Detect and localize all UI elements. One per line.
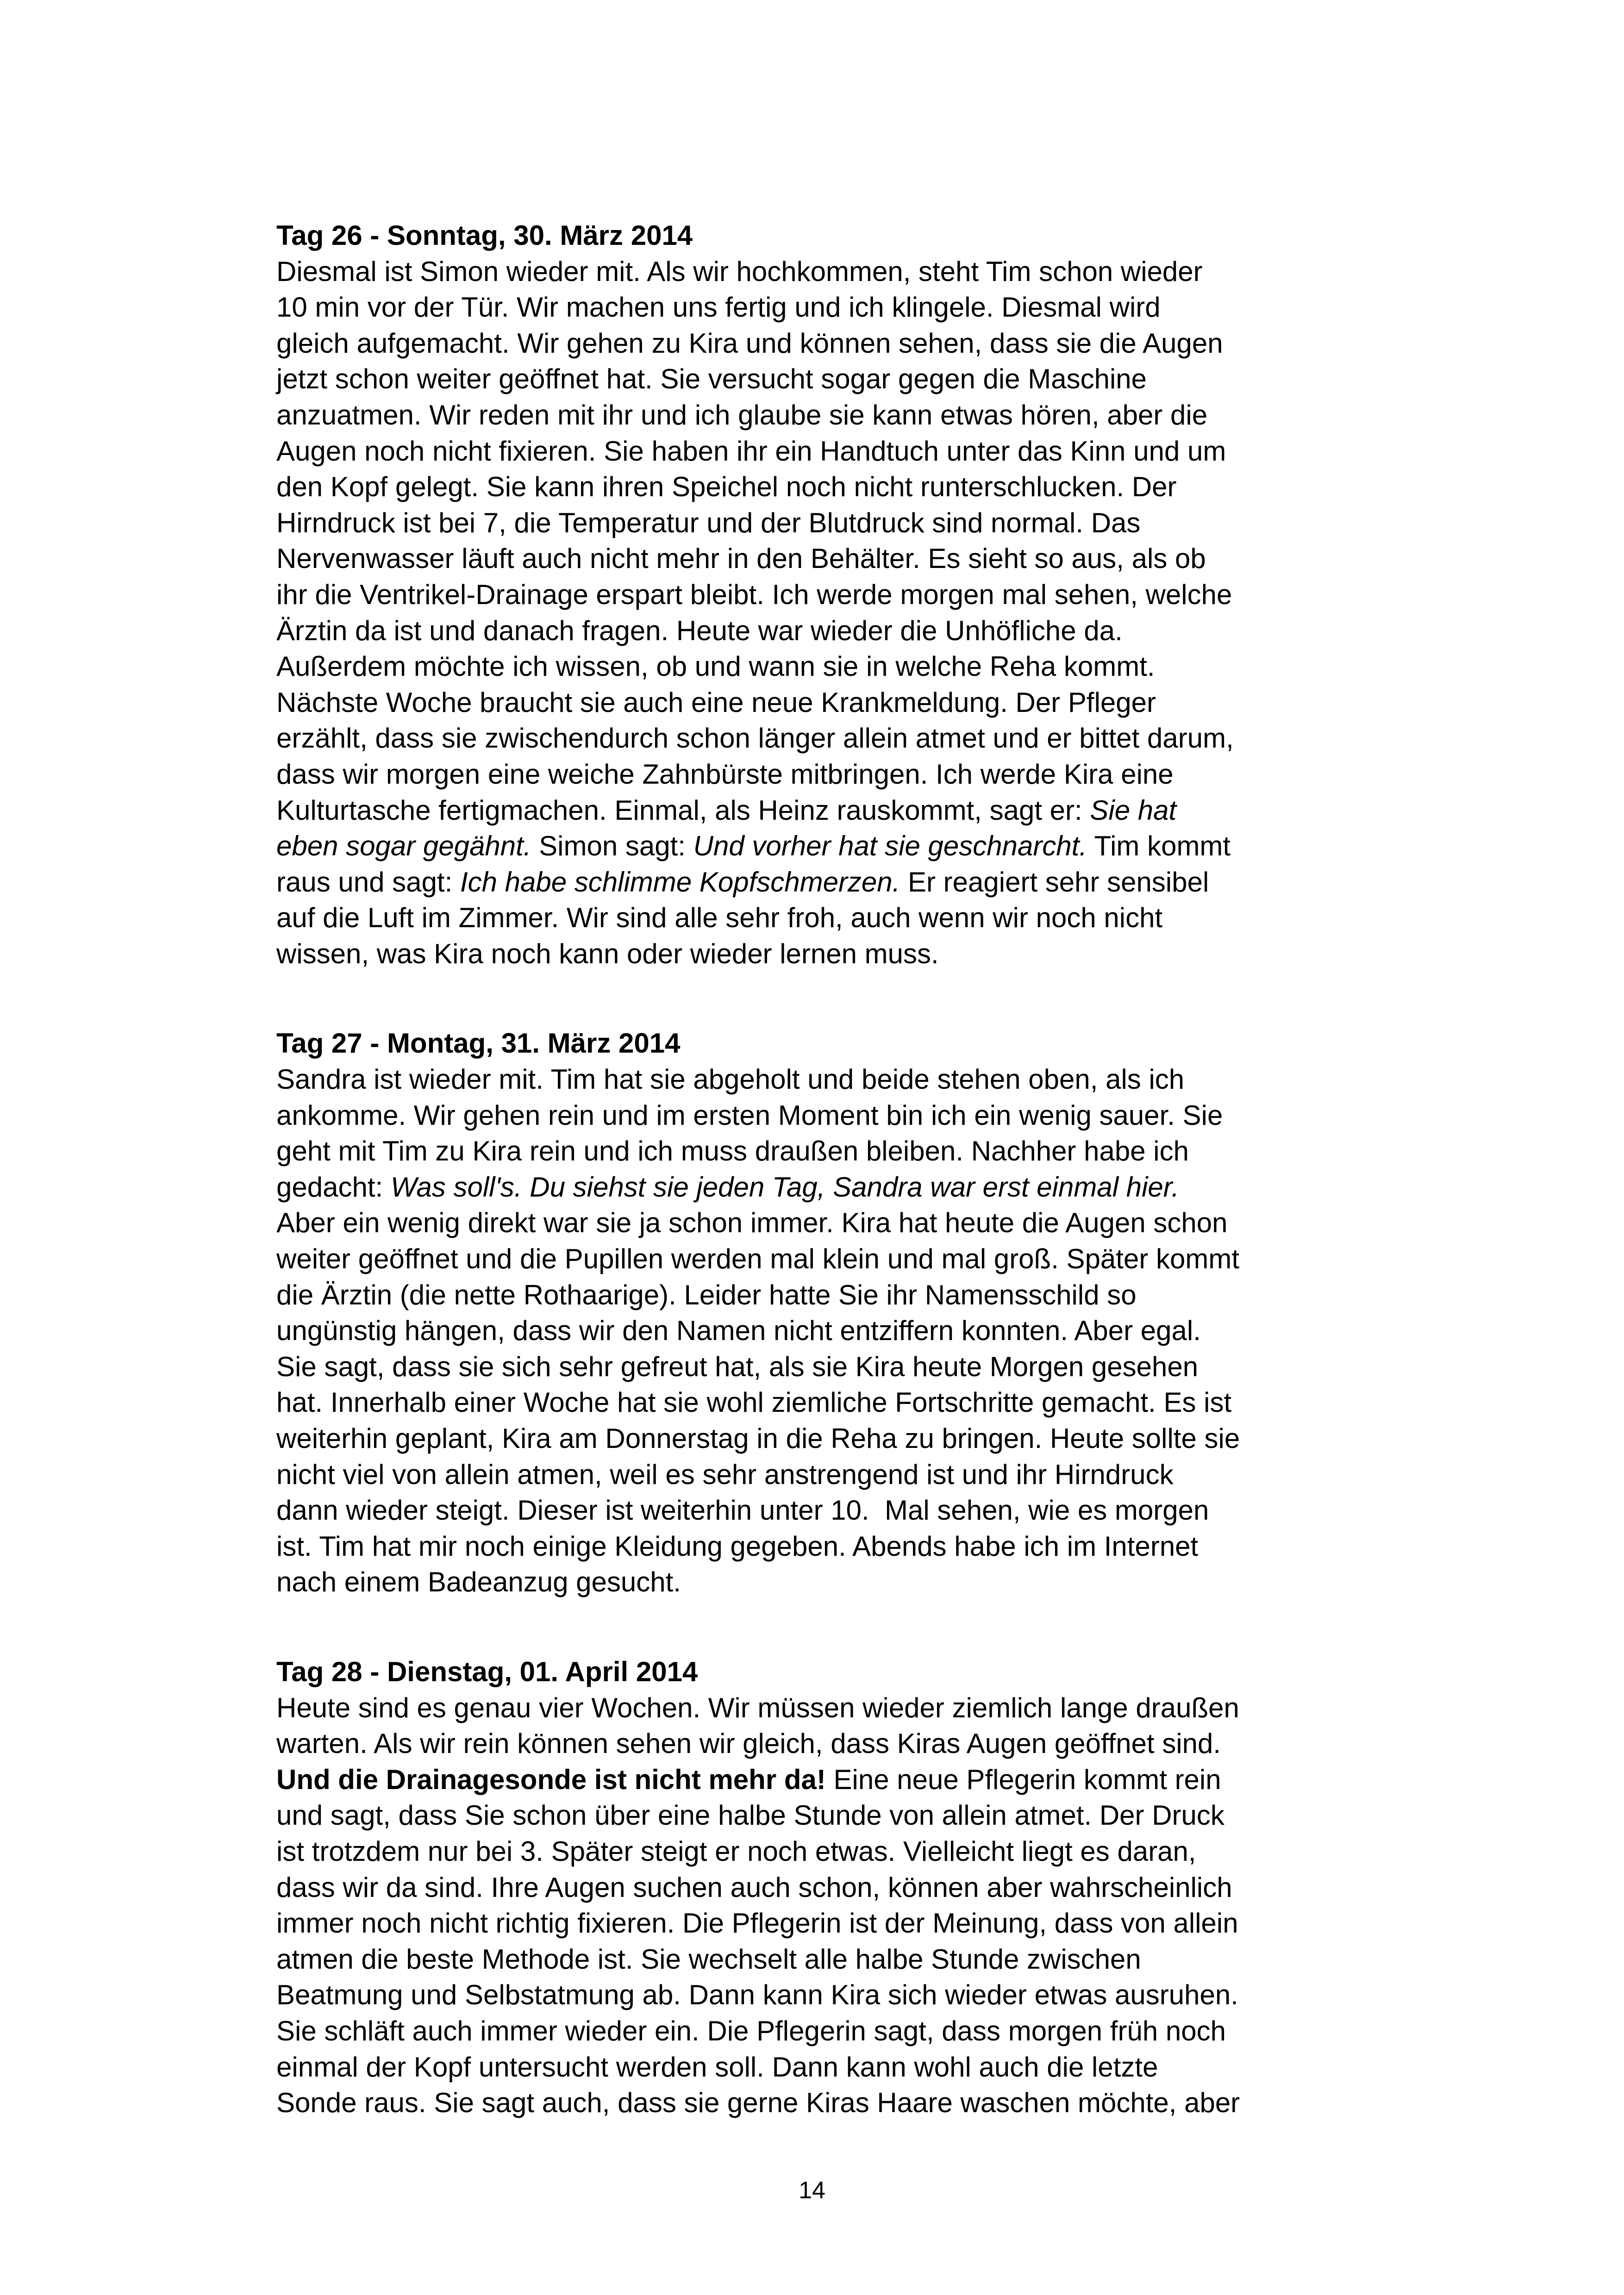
text-line	[276, 613, 1378, 649]
text-run: Heute sind es genau vier Wochen. Wir müssen wieder ziemlich lange draußen	[276, 1692, 1239, 1723]
text-line	[276, 828, 1378, 864]
entry-heading: Tag 26 - Sonntag, 30. März 2014	[276, 220, 693, 251]
text-run: ist. Tim hat mir noch einige Kleidung gegeben. Abends habe ich im Internet	[276, 1530, 1199, 1562]
text-line	[276, 2085, 1378, 2121]
text-line	[276, 1690, 1378, 1726]
text-run: nach einem Badeanzug gesucht.	[276, 1566, 681, 1598]
text-line	[276, 1133, 1378, 1169]
text-line	[276, 756, 1378, 792]
text-run: immer noch nicht richtig fixieren. Die Pflegerin ist der Meinung, dass von allein	[276, 1908, 1238, 1939]
text-run: den Kopf gelegt. Sie kann ihren Speichel noch nicht runterschlucken. Der	[276, 471, 1177, 503]
entry-heading: Tag 28 - Dienstag, 01. April 2014	[276, 1656, 698, 1687]
text-line	[276, 325, 1378, 362]
text-line	[276, 792, 1378, 829]
text-run: Simon sagt:	[531, 830, 693, 862]
text-run: auf die Luft im Zimmer. Wir sind alle sehr froh, auch wenn wir noch nicht	[276, 902, 1163, 934]
text-run: weiterhin geplant, Kira am Donnerstag in die Reha zu bringen. Heute sollte sie	[276, 1423, 1240, 1454]
text-line	[276, 1797, 1378, 1834]
text-run: geht mit Tim zu Kira rein und ich muss draußen bleiben. Nachher habe ich	[276, 1135, 1189, 1167]
document-body	[276, 218, 1378, 2121]
text-run: Hirndruck ist bei 7, die Temperatur und der Blutdruck sind normal. Das	[276, 507, 1141, 538]
text-run: Sandra ist wieder mit. Tim hat sie abgeholt und beide stehen oben, als ich	[276, 1064, 1185, 1095]
text-run: Nächste Woche braucht sie auch eine neue Krankmeldung. Der Pfleger	[276, 686, 1156, 718]
text-line	[276, 1726, 1378, 1762]
text-line	[276, 289, 1378, 325]
text-run: Ärztin da ist und danach fragen. Heute war wieder die Unhöfliche da.	[276, 615, 1123, 646]
text-run: dass wir morgen eine weiche Zahnbürste mitbringen. Ich werde Kira eine	[276, 758, 1174, 790]
text-run: gedacht:	[276, 1171, 391, 1203]
text-line	[276, 1941, 1378, 1977]
diary-entry	[276, 1654, 1378, 2121]
text-run: nicht viel von allein atmen, weil es sehr anstrengend ist und ihr Hirndruck	[276, 1459, 1174, 1490]
text-line	[276, 649, 1378, 685]
text-line	[276, 936, 1378, 972]
text-line	[276, 2013, 1378, 2049]
text-line	[276, 1457, 1378, 1493]
text-run: wissen, was Kira noch kann oder wieder lernen muss.	[276, 938, 939, 969]
text-run: warten. Als wir rein können sehen wir gleich, dass Kiras Augen geöffnet sind.	[276, 1728, 1221, 1759]
text-line	[276, 505, 1378, 541]
text-line	[276, 1098, 1378, 1134]
text-line	[276, 1384, 1378, 1421]
text-run: Beatmung und Selbstatmung ab. Dann kann Kira sich wieder etwas ausruhen.	[276, 1979, 1238, 2011]
italic-quote: eben sogar gegähnt.	[276, 830, 531, 862]
text-line	[276, 1313, 1378, 1349]
text-run: Diesmal ist Simon wieder mit. Als wir hochkommen, steht Tim schon wieder	[276, 256, 1203, 287]
text-run: erzählt, dass sie zwischendurch schon länger allein atmet und er bittet darum,	[276, 723, 1234, 754]
text-line	[276, 1241, 1378, 1277]
text-line	[276, 1564, 1378, 1600]
text-run: ungünstig hängen, dass wir den Namen nicht entziffern konnten. Aber egal.	[276, 1315, 1201, 1347]
text-line	[276, 1905, 1378, 1941]
text-line	[276, 1061, 1378, 1098]
text-run: jetzt schon weiter geöffnet hat. Sie versucht sogar gegen die Maschine	[276, 363, 1147, 395]
text-line	[276, 541, 1378, 577]
text-line	[276, 1870, 1378, 1906]
text-line	[276, 1421, 1378, 1457]
text-line	[276, 1349, 1378, 1385]
text-run: Außerdem möchte ich wissen, ob und wann sie in welche Reha kommt.	[276, 651, 1155, 682]
text-run: Sie sagt, dass sie sich sehr gefreut hat, als sie Kira heute Morgen gesehen	[276, 1351, 1199, 1382]
text-run: Sonde raus. Sie sagt auch, dass sie gerne Kiras Haare waschen möchte, aber	[276, 2087, 1240, 2119]
text-line	[276, 1528, 1378, 1565]
text-run: ankomme. Wir gehen rein und im ersten Moment bin ich ein wenig sauer. Sie	[276, 1099, 1223, 1131]
text-line	[276, 2049, 1378, 2085]
bold-text: Und die Drainagesonde ist nicht mehr da!	[276, 1764, 826, 1795]
text-run: Kulturtasche fertigmachen. Einmal, als Heinz rauskommt, sagt er:	[276, 794, 1090, 826]
text-line	[276, 720, 1378, 756]
text-line	[276, 1977, 1378, 2013]
italic-quote: Und vorher hat sie geschnarcht.	[693, 830, 1087, 862]
text-line	[276, 1762, 1378, 1798]
text-run: Sie schläft auch immer wieder ein. Die Pflegerin sagt, dass morgen früh noch	[276, 2015, 1226, 2046]
diary-entry	[276, 218, 1378, 972]
text-line	[276, 469, 1378, 505]
text-run: Nervenwasser läuft auch nicht mehr in den Behälter. Es sieht so aus, als ob	[276, 543, 1206, 574]
text-line	[276, 1834, 1378, 1870]
text-line	[276, 1205, 1378, 1241]
text-run: raus und sagt:	[276, 866, 460, 898]
text-line	[276, 1277, 1378, 1313]
italic-quote: Sie hat	[1090, 794, 1177, 826]
text-run: atmen die beste Methode ist. Sie wechselt alle halbe Stunde zwischen	[276, 1943, 1141, 1975]
diary-entry	[276, 1025, 1378, 1600]
entry-heading: Tag 27 - Montag, 31. März 2014	[276, 1028, 681, 1059]
text-run: weiter geöffnet und die Pupillen werden mal klein und mal groß. Später kommt	[276, 1243, 1239, 1275]
text-run: und sagt, dass Sie schon über eine halbe Stunde von allein atmet. Der Druck	[276, 1800, 1224, 1831]
text-line	[276, 685, 1378, 721]
text-line	[276, 1169, 1378, 1205]
text-run: anzuatmen. Wir reden mit ihr und ich glaube sie kann etwas hören, aber die	[276, 399, 1208, 430]
text-run: gleich aufgemacht. Wir gehen zu Kira und können sehen, dass sie die Augen	[276, 327, 1223, 359]
text-run: Tim kommt	[1087, 830, 1231, 862]
text-line	[276, 254, 1378, 290]
text-line	[276, 433, 1378, 469]
text-run: Aber ein wenig direkt war sie ja schon immer. Kira hat heute die Augen schon	[276, 1207, 1228, 1239]
italic-quote: Was soll's. Du siehst sie jeden Tag, Sandra war erst einmal hier.	[390, 1171, 1180, 1203]
text-run: 10 min vor der Tür. Wir machen uns fertig und ich klingele. Diesmal wird	[276, 292, 1161, 323]
text-run: Eine neue Pflegerin kommt rein	[825, 1764, 1221, 1795]
italic-quote: Ich habe schlimme Kopfschmerzen.	[460, 866, 900, 898]
text-line	[276, 361, 1378, 397]
text-run: einmal der Kopf untersucht werden soll. Dann kann wohl auch die letzte	[276, 2051, 1158, 2083]
text-run: hat. Innerhalb einer Woche hat sie wohl ziemliche Fortschritte gemacht. Es ist	[276, 1387, 1232, 1418]
text-line	[276, 864, 1378, 900]
text-line	[276, 577, 1378, 613]
text-line	[276, 900, 1378, 936]
text-run: ist trotzdem nur bei 3. Später steigt er noch etwas. Vielleicht liegt es daran,	[276, 1835, 1196, 1867]
text-run: dann wieder steigt. Dieser ist weiterhin unter 10. Mal sehen, wie es morgen	[276, 1495, 1209, 1526]
text-run: Er reagiert sehr sensibel	[900, 866, 1209, 898]
text-line	[276, 1492, 1378, 1528]
text-run: dass wir da sind. Ihre Augen suchen auch schon, können aber wahrscheinlich	[276, 1871, 1232, 1903]
text-run: ihr die Ventrikel-Drainage erspart bleibt. Ich werde morgen mal sehen, welche	[276, 579, 1232, 610]
text-line	[276, 397, 1378, 433]
text-run: Augen noch nicht fixieren. Sie haben ihr ein Handtuch unter das Kinn und um	[276, 435, 1226, 467]
text-run: die Ärztin (die nette Rothaarige). Leider hatte Sie ihr Namensschild so	[276, 1279, 1137, 1310]
page-number: 14	[799, 2177, 825, 2204]
